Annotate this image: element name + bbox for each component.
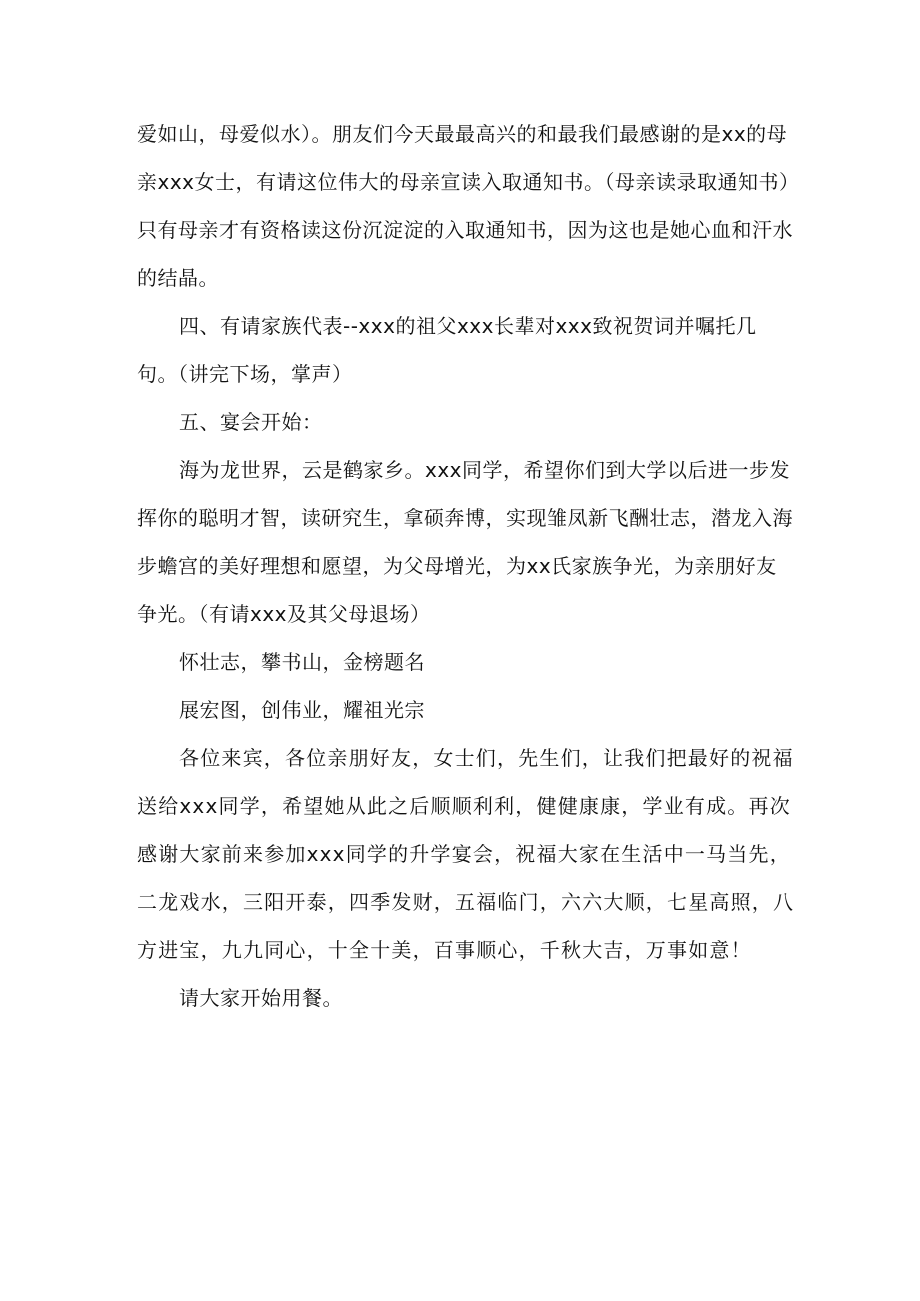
couplet-line-2: 展宏图，创伟业，耀祖光宗 — [179, 698, 425, 722]
document-body — [137, 110, 797, 1022]
paragraph-continuation-mother: 爱如山，母爱似水）。朋友们今天最最高兴的和最我们最感谢的是xx的母亲xxx女士，有请这位伟大的母亲宣读入取通知书。（母亲读录取通知书）只有母亲才有资格读这份沉淀淀的入取通知书，因为这也是她心血和汗水的结晶。 — [137, 122, 793, 290]
paragraph-start-dining: 请大家开始用餐。 — [179, 986, 343, 1010]
paragraph-wishes: 海为龙世界，云是鹤家乡。xxx同学，希望你们到大学以后进一步发挥你的聪明才智，读研究生，拿硕奔博，实现雏凤新飞酬壮志，潜龙入海步蟾宫的美好理想和愿望，为父母增光，为xx氏家族争光，为亲朋好友争光。（有请xxx及其父母退场） — [137, 458, 793, 626]
couplet-line-1: 怀壮志，攀书山，金榜题名 — [179, 650, 425, 674]
paragraph-family-representative: 四、有请家族代表--xxx的祖父xxx长辈对xxx致祝贺词并嘱托几句。（讲完下场，掌声） — [137, 314, 757, 386]
paragraph-banquet-start: 五、宴会开始： — [179, 410, 323, 434]
paragraph-closing-blessings: 各位来宾，各位亲朋好友，女士们，先生们，让我们把最好的祝福送给xxx同学，希望她从此之后顺顺利利，健健康康，学业有成。再次感谢大家前来参加xxx同学的升学宴会，祝福大家在生活中一马当先，二龙戏水，三阳开泰，四季发财，五福临门，六六大顺，七星高照，八方进宝，九九同心，十全十美，百事顺心，千秋大吉，万事如意！ — [137, 746, 795, 962]
